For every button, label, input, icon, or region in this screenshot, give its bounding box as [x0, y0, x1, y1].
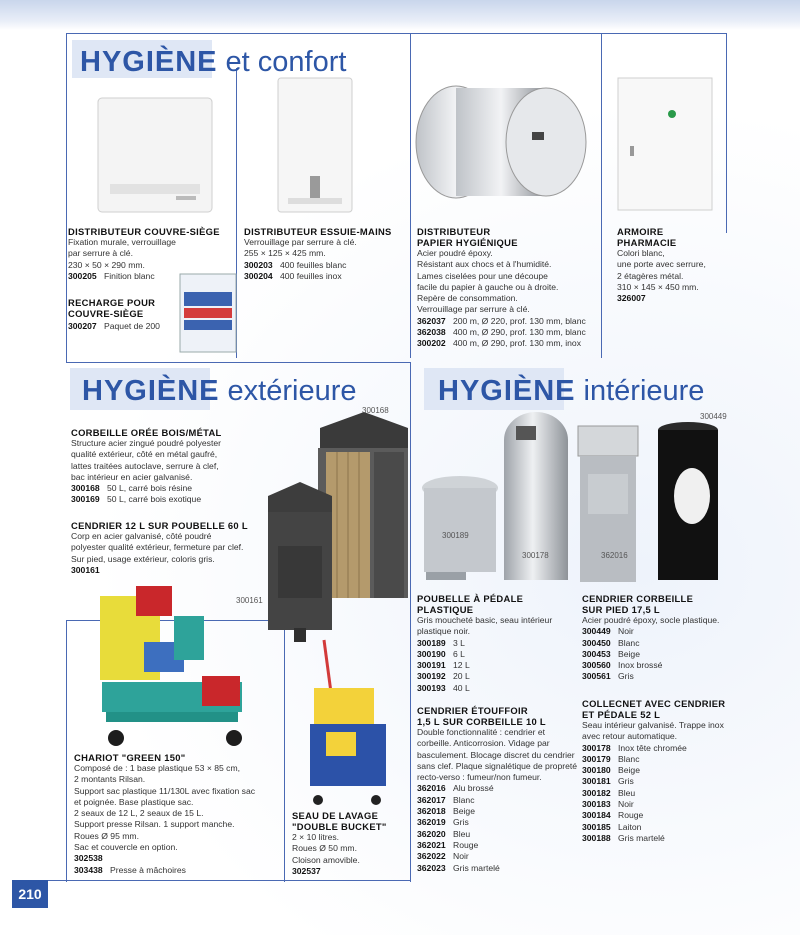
section-title-confort-big: HYGIÈNE	[80, 46, 218, 78]
armoire-pharmacie-image	[616, 76, 716, 214]
ref-desc: Rouge	[453, 839, 479, 850]
ref-code: 326007	[617, 293, 646, 304]
ref-row	[417, 649, 577, 660]
ref-code: 300193	[417, 682, 446, 693]
desc-line: une porte avec serrure,	[617, 259, 706, 270]
section-title-exterieure-light: extérieure	[227, 375, 357, 407]
desc-line: bac intérieur en acier galvanisé.	[71, 471, 193, 482]
desc-line: Seau intérieur galvanisé. Trappe inox	[582, 720, 724, 730]
ref-code: 300161	[71, 564, 100, 575]
ref-desc: 3 L	[453, 637, 465, 648]
ref-desc: Bleu	[453, 828, 471, 839]
ref-row	[417, 671, 577, 682]
product-title-2: PLASTIQUE	[417, 604, 474, 615]
product-title: CENDRIER ÉTOUFFOIR	[417, 705, 528, 716]
ref-code: 300561	[582, 671, 611, 682]
ref-desc: Inox brossé	[618, 660, 663, 671]
product-title-2: ET PÉDALE 52 L	[582, 709, 661, 720]
ref-row	[417, 660, 577, 671]
desc-line: Sac et couvercle en option.	[74, 842, 178, 853]
desc-line: Roues Ø 50 mm.	[292, 843, 357, 854]
poubelle-pedale-image	[418, 474, 502, 584]
desc-line: Support sac plastique 11/130L avec fixation sac	[74, 785, 256, 796]
product-couvre-siege	[68, 226, 238, 282]
cendrier-etouffoir-image	[576, 424, 640, 586]
ref-code: 362018	[417, 806, 446, 817]
ref-row	[582, 822, 772, 833]
product-title: SEAU DE LAVAGE	[292, 810, 379, 821]
product-title: DISTRIBUTEUR	[417, 226, 491, 237]
ref-code: 300182	[582, 787, 611, 798]
ref-desc: Blanc	[618, 637, 640, 648]
desc-line: Acier poudré époxy.	[417, 248, 493, 258]
desc-line: Double fonctionnalité : cendrier et	[417, 727, 546, 737]
ref-desc: Laiton	[618, 821, 642, 832]
desc-line: Fixation murale, verrouillage	[68, 237, 176, 247]
ref-row	[71, 483, 271, 494]
desc-line: 2 étagères métal.	[617, 270, 684, 281]
product-corbeille	[71, 427, 271, 506]
desc-line: avec retour automatique.	[582, 731, 678, 742]
product-title: POUBELLE À PÉDALE	[417, 593, 524, 604]
ref-code: 300202	[417, 338, 446, 349]
ref-desc: Inox tête chromée	[618, 742, 687, 753]
recharge-box-image	[178, 272, 238, 354]
ref-code: 300190	[417, 648, 446, 659]
ref-code: 300183	[582, 799, 611, 810]
ref-row	[244, 271, 410, 282]
ref-row	[582, 626, 762, 637]
divider-chariot	[284, 620, 285, 882]
ref-desc: Gris	[618, 671, 634, 682]
section-title-interieure-big: HYGIÈNE	[438, 375, 576, 407]
ref-row	[582, 799, 772, 810]
ref-row	[582, 660, 762, 671]
ref-code: 302537	[292, 865, 321, 876]
ref-desc: 20 L	[453, 671, 470, 682]
product-title: ARMOIRE	[617, 226, 664, 237]
section-title-exterieure-big: HYGIÈNE	[82, 375, 220, 407]
ref-code: 362023	[417, 862, 446, 873]
ref-code: 300450	[582, 637, 611, 648]
desc-line: Gris moucheté basic, seau intérieur	[417, 615, 553, 625]
ref-code: 362022	[417, 851, 446, 862]
product-title: RECHARGE POUR	[68, 297, 156, 308]
ref-code: 300189	[417, 637, 446, 648]
cendrier-corbeille-image	[656, 420, 720, 586]
desc-line: 2 × 10 litres.	[292, 832, 340, 842]
product-title-2: "DOUBLE BUCKET"	[292, 821, 387, 832]
desc-line: Colori blanc,	[617, 248, 665, 258]
image-label-cendrier-corbeille: 300449	[700, 412, 727, 421]
ref-desc: Bleu	[618, 787, 636, 798]
desc-line: et poignée. Base plastique sac.	[74, 796, 194, 807]
cendrier-poubelle-image	[264, 478, 336, 642]
ref-desc: 400 feuilles inox	[280, 270, 342, 281]
ref-code: 362021	[417, 839, 446, 850]
ref-desc: 400 feuilles blanc	[280, 259, 347, 270]
ref-row	[71, 565, 271, 576]
desc-line: 2 montants Rilsan.	[74, 774, 146, 785]
ref-code: 362038	[417, 327, 446, 338]
ref-row	[417, 806, 583, 817]
desc-line: 230 × 50 × 290 mm.	[68, 259, 145, 270]
desc-line: Acier poudré époxy, socle plastique.	[582, 615, 720, 625]
ref-desc: Presse à mâchoires	[110, 864, 186, 875]
ref-code: 300168	[71, 483, 100, 494]
desc-line: Structure acier zingué poudré polyester	[71, 438, 221, 448]
desc-line: Verrouillage par serrure à clé.	[244, 237, 357, 247]
ref-code: 362020	[417, 828, 446, 839]
ref-row	[417, 840, 583, 851]
ref-code: 302538	[74, 853, 103, 864]
ref-code: 300453	[582, 648, 611, 659]
desc-line: lattes traitées autoclave, serrure à clef,	[71, 460, 219, 471]
ref-row	[292, 866, 408, 877]
ref-code: 300169	[71, 494, 100, 505]
ref-desc: 400 m, Ø 290, prof. 130 mm, blanc	[453, 327, 586, 338]
product-title: DISTRIBUTEUR COUVRE-SIÈGE	[68, 226, 220, 237]
product-cendrier-corbeille	[582, 593, 762, 683]
desc-line: 2 seaux de 12 L, 2 seaux de 15 L.	[74, 808, 204, 819]
product-papier	[417, 226, 605, 350]
ref-row	[417, 783, 583, 794]
ref-code: 300560	[582, 660, 611, 671]
image-label-cendrier-poubelle: 300161	[236, 596, 263, 605]
ref-row	[417, 795, 583, 806]
ref-code: 300205	[68, 270, 97, 281]
desc-line: Lames ciselées pour une découpe	[417, 270, 548, 281]
ref-code: 300179	[582, 753, 611, 764]
desc-line: recto-verso : fumeur/non fumeur.	[417, 772, 542, 783]
ref-code: 303438	[74, 864, 103, 875]
desc-line: Cloison amovible.	[292, 854, 360, 865]
desc-line: Corp en acier galvanisé, côté poudré	[71, 531, 212, 541]
desc-line: 310 × 145 × 450 mm.	[617, 281, 699, 292]
desc-line: Résistant aux chocs et à l'humidité.	[417, 259, 552, 270]
page-number: 210	[12, 880, 48, 908]
chariot-image	[94, 582, 250, 750]
ref-desc: Finition blanc	[104, 270, 155, 281]
desc-line: qualité extérieur, côté en métal gaufré,	[71, 449, 218, 460]
ref-row	[582, 765, 772, 776]
product-recharge	[68, 297, 178, 332]
product-collecnet	[582, 698, 772, 844]
desc-line: Roues Ø 95 mm.	[74, 830, 139, 841]
ref-code: 300181	[582, 776, 611, 787]
image-label-cendrier-etouffoir: 362016	[601, 551, 628, 560]
ref-row	[417, 683, 577, 694]
ref-row	[74, 865, 282, 876]
ref-desc: Beige	[453, 806, 475, 817]
image-label-corbeille: 300168	[362, 406, 389, 415]
divider-2	[410, 33, 411, 358]
product-cendrier-poubelle	[71, 520, 271, 576]
ref-code: 300178	[582, 742, 611, 753]
ref-row	[582, 776, 772, 787]
top-band	[0, 0, 800, 30]
desc-line: Repère de consommation.	[417, 293, 518, 304]
desc-line: 255 × 125 × 425 mm.	[244, 248, 326, 259]
product-title-2: PHARMACIE	[617, 237, 677, 248]
ref-row	[244, 260, 410, 271]
ref-row	[68, 271, 238, 282]
ref-desc: Beige	[618, 765, 640, 776]
ref-code: 300204	[244, 270, 273, 281]
product-cendrier-etouffoir	[417, 705, 583, 874]
ref-desc: Alu brossé	[453, 783, 494, 794]
frame-left-2	[66, 620, 67, 882]
ref-desc: Blanc	[453, 794, 475, 805]
ref-code: 300449	[582, 626, 611, 637]
image-label-collecnet: 300178	[522, 551, 549, 560]
desc-line: polyester qualité extérieur, fermeture par clef.	[71, 542, 244, 553]
product-title: DISTRIBUTEUR ESSUIE-MAINS	[244, 226, 392, 237]
product-chariot	[74, 752, 282, 876]
desc-line: basculement. Blocage discret du cendrier	[417, 749, 575, 760]
ref-row	[417, 863, 583, 874]
product-title: CORBEILLE ORÉE BOIS/MÉTAL	[71, 427, 222, 438]
ref-desc: Noir	[453, 851, 469, 862]
section-title-interieure	[438, 374, 704, 408]
ref-row	[417, 327, 605, 338]
frame-mid	[66, 362, 411, 363]
ref-row	[417, 851, 583, 862]
desc-line: sans clef. Plaque signalétique de propreté	[417, 760, 578, 771]
product-armoire	[617, 226, 737, 304]
ref-desc: 12 L	[453, 660, 470, 671]
product-seau	[292, 810, 408, 877]
section-title-exterieure	[82, 374, 357, 408]
ref-row	[68, 321, 178, 332]
section-title-interieure-light: intérieure	[583, 375, 705, 407]
frame-left	[66, 33, 67, 363]
section-title-confort	[80, 45, 346, 79]
ref-row	[582, 810, 772, 821]
ref-code: 362037	[417, 315, 446, 326]
ref-desc: Rouge	[618, 810, 644, 821]
ref-row	[417, 829, 583, 840]
ref-code: 300188	[582, 832, 611, 843]
ref-row	[417, 316, 605, 327]
ref-desc: Blanc	[618, 753, 640, 764]
ref-row	[71, 494, 271, 505]
ref-code: 362017	[417, 794, 446, 805]
ref-code: 362019	[417, 817, 446, 828]
frame-bottom	[24, 880, 410, 881]
ref-row	[417, 338, 605, 349]
ref-code: 300207	[68, 321, 97, 331]
ref-desc: 400 m, Ø 290, prof. 130 mm, inox	[453, 338, 582, 349]
essuie-mains-dispenser-image	[276, 76, 356, 216]
frame-right	[726, 33, 727, 233]
ref-row	[417, 817, 583, 828]
ref-desc: 40 L	[453, 682, 470, 693]
ref-desc: 50 L, carré bois résine	[107, 483, 193, 494]
product-title: CENDRIER CORBEILLE	[582, 593, 694, 604]
papier-hygienique-dispenser-image	[414, 84, 590, 214]
section-title-confort-light: et confort	[225, 46, 347, 78]
desc-line: Verrouillage par serrure à clé.	[417, 304, 530, 315]
product-title: CHARIOT "GREEN 150"	[74, 752, 186, 763]
product-title-2: SUR PIED 17,5 L	[582, 604, 660, 615]
ref-row	[582, 788, 772, 799]
ref-code: 300180	[582, 765, 611, 776]
product-poubelle-pedale	[417, 593, 577, 694]
ref-row	[582, 833, 772, 844]
ref-desc: Gris martelé	[453, 862, 500, 873]
desc-line: Sur pied, usage extérieur, coloris gris.	[71, 553, 215, 564]
ref-code: 300192	[417, 671, 446, 682]
ref-code: 300203	[244, 259, 273, 270]
ref-desc: Gris martelé	[618, 832, 665, 843]
ref-row	[582, 754, 772, 765]
ref-row	[582, 671, 762, 682]
product-title-2: PAPIER HYGIÉNIQUE	[417, 237, 518, 248]
ref-desc: Gris	[453, 817, 469, 828]
product-essuie-mains	[244, 226, 410, 282]
ref-row	[617, 293, 737, 304]
product-title: COLLECNET AVEC CENDRIER	[582, 698, 726, 709]
frame-top	[66, 33, 727, 34]
desc-line: plastique noir.	[417, 626, 471, 637]
image-label-poubelle-pedale: 300189	[442, 531, 469, 540]
ref-desc: Paquet de 200	[104, 321, 160, 331]
desc-line: Composé de : 1 base plastique 53 × 85 cm,	[74, 763, 241, 773]
ref-desc: Beige	[618, 648, 640, 659]
desc-line: par serrure à clé.	[68, 248, 133, 259]
ref-row	[582, 743, 772, 754]
product-title-2: COUVRE-SIÈGE	[68, 308, 144, 319]
ref-desc: Gris	[618, 776, 634, 787]
product-title: CENDRIER 12 L SUR POUBELLE 60 L	[71, 520, 248, 531]
ref-desc: Noir	[618, 799, 634, 810]
ref-row	[582, 649, 762, 660]
desc-line: facile du papier à gauche ou à droite.	[417, 281, 559, 292]
ref-row	[417, 638, 577, 649]
ref-desc: 50 L, carré bois exotique	[107, 494, 202, 505]
ref-code: 300184	[582, 810, 611, 821]
couvre-siege-dispenser-image	[96, 96, 216, 216]
desc-line: corbeille. Anticorrosion. Vidage par	[417, 738, 550, 749]
ref-code: 362016	[417, 783, 446, 794]
seau-double-bucket-image	[306, 640, 390, 810]
ref-desc: Noir	[618, 626, 634, 637]
ref-row	[582, 638, 762, 649]
ref-desc: 200 m, Ø 220, prof. 130 mm, blanc	[453, 315, 586, 326]
product-title-2: 1,5 L SUR CORBEILLE 10 L	[417, 716, 546, 727]
desc-line: Support presse Rilsan. 1 support manche.	[74, 819, 235, 830]
ref-code: 300191	[417, 660, 446, 671]
ref-code: 300185	[582, 821, 611, 832]
ref-row	[74, 853, 282, 864]
ref-desc: 6 L	[453, 648, 465, 659]
